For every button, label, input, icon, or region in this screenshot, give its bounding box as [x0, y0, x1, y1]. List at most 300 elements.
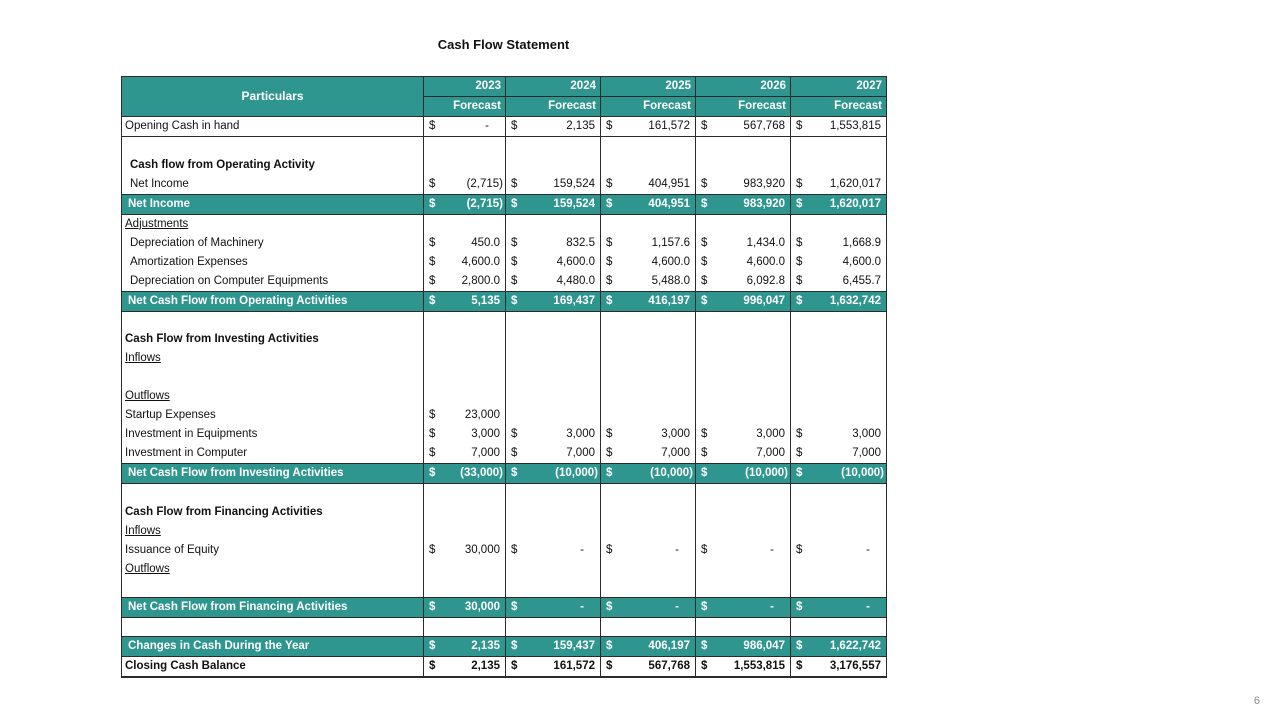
currency-symbol: $: [511, 428, 518, 440]
cell-value: 7,000: [661, 447, 690, 459]
row-label: Cash Flow from Financing Activities: [125, 505, 323, 518]
currency-symbol: $: [796, 120, 803, 132]
value-cell: [506, 541, 601, 560]
row-label-cell: [122, 598, 424, 618]
currency-symbol: $: [796, 467, 803, 479]
value-cell: [601, 330, 696, 349]
cell-value: 3,000: [661, 428, 690, 440]
year-header: 2025: [601, 77, 696, 97]
cell-value: 1,620,017: [829, 177, 881, 190]
currency-symbol: $: [606, 447, 613, 459]
row-label-cell: [122, 503, 424, 522]
value-cell: [601, 464, 696, 484]
cell-value: (10,000): [555, 467, 598, 479]
currency-symbol: $: [429, 236, 436, 249]
value-cell: [506, 387, 601, 406]
currency-symbol: $: [429, 660, 436, 672]
value-cell: [601, 406, 696, 425]
value-cell: [506, 425, 601, 444]
currency-symbol: $: [429, 177, 436, 190]
value-cell: [791, 579, 887, 598]
value-cell: [601, 272, 696, 292]
value-cell: [791, 194, 887, 214]
value-cell: [791, 368, 887, 387]
value-cell: [424, 272, 506, 292]
cell-value: -: [866, 601, 870, 613]
table-row: [122, 522, 887, 541]
value-cell: [696, 618, 791, 637]
value-cell: [791, 253, 887, 272]
cash-flow-table: [121, 76, 887, 678]
row-label-cell: [122, 579, 424, 598]
cell-value: 159,524: [553, 177, 595, 190]
forecast-header: Forecast: [424, 97, 506, 117]
row-label: Depreciation on Computer Equipments: [130, 274, 329, 287]
year-header: 2023: [424, 77, 506, 97]
table-body: [122, 117, 887, 678]
value-cell: [601, 444, 696, 464]
table-row: [122, 349, 887, 368]
table-row: [122, 330, 887, 349]
cell-value: 2,800.0: [461, 274, 500, 287]
table-row: [122, 464, 887, 484]
currency-symbol: $: [429, 255, 436, 268]
cell-value: 3,000: [852, 428, 881, 440]
value-cell: [424, 541, 506, 560]
cell-value: 7,000: [566, 447, 595, 459]
value-cell: [601, 425, 696, 444]
cell-value: 1,434.0: [746, 236, 785, 249]
row-label-cell: [122, 330, 424, 349]
value-cell: [696, 175, 791, 195]
table-row: [122, 637, 887, 657]
table-row: [122, 156, 887, 175]
currency-symbol: $: [701, 640, 708, 652]
value-cell: [601, 579, 696, 598]
value-cell: [791, 137, 887, 156]
particulars-header: Particulars: [122, 77, 424, 117]
currency-symbol: $: [796, 177, 803, 190]
value-cell: [506, 253, 601, 272]
currency-symbol: $: [429, 640, 436, 652]
row-label-cell: [122, 214, 424, 234]
table-row: [122, 579, 887, 598]
value-cell: [791, 406, 887, 425]
year-header: 2027: [791, 77, 887, 97]
currency-symbol: $: [606, 660, 613, 672]
currency-symbol: $: [511, 640, 518, 652]
table-head: [122, 77, 887, 117]
cell-value: -: [580, 543, 584, 556]
value-cell: [791, 541, 887, 560]
value-cell: [696, 444, 791, 464]
value-cell: [506, 234, 601, 253]
cell-value: 1,622,742: [829, 640, 881, 652]
value-cell: [696, 579, 791, 598]
row-label-cell: [122, 387, 424, 406]
value-cell: [696, 194, 791, 214]
value-cell: [424, 406, 506, 425]
cell-value: 4,600.0: [842, 255, 881, 268]
cell-value: 161,572: [648, 120, 690, 132]
row-label: Inflows: [125, 524, 161, 537]
currency-symbol: $: [796, 601, 803, 613]
value-cell: [424, 598, 506, 618]
value-cell: [791, 560, 887, 579]
year-header: 2024: [506, 77, 601, 97]
value-cell: [424, 503, 506, 522]
value-cell: [791, 657, 887, 678]
row-label-cell: [122, 291, 424, 311]
row-label-cell: [122, 272, 424, 292]
value-cell: [696, 387, 791, 406]
table-row: [122, 311, 887, 330]
value-cell: [601, 637, 696, 657]
currency-symbol: $: [701, 197, 708, 210]
row-label: Changes in Cash During the Year: [128, 640, 310, 652]
table-row: [122, 137, 887, 156]
value-cell: [791, 156, 887, 175]
cell-value: -: [675, 543, 679, 556]
currency-symbol: $: [511, 660, 518, 672]
row-label-cell: [122, 137, 424, 156]
cell-value: 7,000: [852, 447, 881, 459]
value-cell: [506, 175, 601, 195]
currency-symbol: $: [701, 274, 708, 287]
row-label: Inflows: [125, 352, 161, 364]
value-cell: [791, 522, 887, 541]
currency-symbol: $: [429, 467, 436, 479]
table-row: [122, 175, 887, 195]
value-cell: [424, 349, 506, 368]
cell-value: 996,047: [743, 294, 785, 307]
value-cell: [601, 541, 696, 560]
value-cell: [506, 444, 601, 464]
row-label-cell: [122, 117, 424, 137]
value-cell: [696, 464, 791, 484]
value-cell: [696, 272, 791, 292]
value-cell: [506, 117, 601, 137]
row-label-cell: [122, 156, 424, 175]
row-label-cell: [122, 194, 424, 214]
value-cell: [601, 291, 696, 311]
cell-value: (10,000): [841, 467, 884, 479]
currency-symbol: $: [429, 447, 436, 459]
table-row: [122, 368, 887, 387]
currency-symbol: $: [701, 120, 708, 132]
value-cell: [696, 349, 791, 368]
value-cell: [601, 368, 696, 387]
cell-value: 450.0: [471, 236, 500, 249]
currency-symbol: $: [511, 543, 518, 556]
currency-symbol: $: [796, 660, 803, 672]
table-row: [122, 560, 887, 579]
value-cell: [601, 311, 696, 330]
table-row: [122, 598, 887, 618]
cell-value: -: [580, 601, 584, 613]
currency-symbol: $: [796, 640, 803, 652]
value-cell: [696, 598, 791, 618]
value-cell: [696, 406, 791, 425]
cell-value: 7,000: [756, 447, 785, 459]
row-label-cell: [122, 541, 424, 560]
value-cell: [424, 618, 506, 637]
row-label-cell: [122, 253, 424, 272]
cell-value: 30,000: [464, 601, 500, 613]
currency-symbol: $: [511, 467, 518, 479]
row-label-cell: [122, 444, 424, 464]
row-label: Closing Cash Balance: [125, 660, 246, 672]
cell-value: 6,092.8: [746, 274, 785, 287]
currency-symbol: $: [796, 236, 803, 249]
row-label-cell: [122, 349, 424, 368]
currency-symbol: $: [606, 197, 613, 210]
value-cell: [696, 137, 791, 156]
row-label-cell: [122, 637, 424, 657]
value-cell: [601, 117, 696, 137]
currency-symbol: $: [701, 601, 708, 613]
value-cell: [696, 117, 791, 137]
value-cell: [601, 657, 696, 678]
value-cell: [424, 637, 506, 657]
value-cell: [601, 618, 696, 637]
currency-symbol: $: [606, 640, 613, 652]
cell-value: (2,715): [466, 177, 503, 190]
value-cell: [506, 503, 601, 522]
value-cell: [506, 464, 601, 484]
row-label-cell: [122, 368, 424, 387]
table-row: [122, 425, 887, 444]
cell-value: 406,197: [648, 640, 690, 652]
cell-value: 986,047: [743, 640, 785, 652]
table-row: [122, 117, 887, 137]
forecast-header: Forecast: [506, 97, 601, 117]
currency-symbol: $: [701, 543, 708, 556]
currency-symbol: $: [796, 543, 803, 556]
row-label: Opening Cash in hand: [125, 120, 240, 132]
value-cell: [791, 175, 887, 195]
value-cell: [601, 214, 696, 234]
value-cell: [601, 598, 696, 618]
value-cell: [791, 214, 887, 234]
value-cell: [601, 503, 696, 522]
cell-value: (10,000): [650, 467, 693, 479]
table-row: [122, 484, 887, 503]
page-number: 6: [1253, 695, 1260, 707]
value-cell: [506, 598, 601, 618]
currency-symbol: $: [511, 197, 518, 210]
table-row: [122, 253, 887, 272]
currency-symbol: $: [429, 274, 436, 287]
row-label: Amortization Expenses: [130, 255, 248, 268]
cell-value: 1,632,742: [829, 294, 881, 307]
cell-value: 416,197: [648, 294, 690, 307]
currency-symbol: $: [701, 177, 708, 190]
cell-value: 3,176,557: [829, 660, 881, 672]
cell-value: 1,668.9: [842, 236, 881, 249]
currency-symbol: $: [796, 255, 803, 268]
cell-value: 161,572: [553, 660, 595, 672]
table-row: [122, 503, 887, 522]
currency-symbol: $: [701, 294, 708, 307]
value-cell: [424, 117, 506, 137]
row-label-cell: [122, 657, 424, 678]
table-row: [122, 657, 887, 678]
cell-value: 30,000: [464, 543, 500, 556]
value-cell: [696, 311, 791, 330]
currency-symbol: $: [606, 428, 613, 440]
forecast-header: Forecast: [791, 97, 887, 117]
row-label: Outflows: [125, 562, 170, 575]
value-cell: [791, 349, 887, 368]
currency-symbol: $: [796, 294, 803, 307]
cell-value: -: [770, 601, 774, 613]
currency-symbol: $: [796, 447, 803, 459]
cell-value: 4,600.0: [556, 255, 595, 268]
cell-value: 567,768: [743, 120, 785, 132]
table-row: [122, 618, 887, 637]
value-cell: [424, 484, 506, 503]
value-cell: [506, 484, 601, 503]
value-cell: [696, 253, 791, 272]
value-cell: [506, 137, 601, 156]
table-row: [122, 444, 887, 464]
currency-symbol: $: [511, 601, 518, 613]
value-cell: [696, 156, 791, 175]
currency-symbol: $: [606, 255, 613, 268]
table-row: [122, 194, 887, 214]
value-cell: [601, 253, 696, 272]
cell-value: 1,553,815: [733, 660, 785, 672]
currency-symbol: $: [429, 601, 436, 613]
currency-symbol: $: [606, 543, 613, 556]
value-cell: [696, 503, 791, 522]
row-label-cell: [122, 234, 424, 253]
cell-value: 3,000: [756, 428, 785, 440]
row-label-cell: [122, 464, 424, 484]
value-cell: [506, 291, 601, 311]
value-cell: [506, 618, 601, 637]
value-cell: [424, 291, 506, 311]
cell-value: 4,480.0: [556, 274, 595, 287]
value-cell: [601, 522, 696, 541]
value-cell: [506, 579, 601, 598]
cell-value: -: [675, 601, 679, 613]
currency-symbol: $: [701, 447, 708, 459]
value-cell: [424, 657, 506, 678]
row-label: Investment in Equipments: [125, 428, 258, 440]
cell-value: 2,135: [471, 660, 500, 672]
value-cell: [696, 522, 791, 541]
value-cell: [424, 311, 506, 330]
table-row: [122, 406, 887, 425]
value-cell: [601, 387, 696, 406]
value-cell: [791, 311, 887, 330]
cell-value: 3,000: [566, 428, 595, 440]
cell-value: 23,000: [464, 409, 500, 421]
table-row: [122, 387, 887, 406]
value-cell: [791, 425, 887, 444]
currency-symbol: $: [606, 236, 613, 249]
value-cell: [601, 560, 696, 579]
value-cell: [601, 137, 696, 156]
cell-value: 404,951: [648, 177, 690, 190]
row-label: Outflows: [125, 390, 170, 402]
value-cell: [696, 330, 791, 349]
currency-symbol: $: [511, 177, 518, 190]
cell-value: 5,488.0: [651, 274, 690, 287]
value-cell: [791, 637, 887, 657]
currency-symbol: $: [429, 197, 436, 210]
row-label: Adjustments: [125, 217, 189, 230]
value-cell: [506, 156, 601, 175]
currency-symbol: $: [701, 467, 708, 479]
cell-value: -: [866, 543, 870, 556]
value-cell: [424, 253, 506, 272]
currency-symbol: $: [606, 294, 613, 307]
value-cell: [424, 579, 506, 598]
value-cell: [506, 311, 601, 330]
currency-symbol: $: [796, 274, 803, 287]
value-cell: [696, 425, 791, 444]
value-cell: [424, 522, 506, 541]
value-cell: [791, 484, 887, 503]
cell-value: 2,135: [566, 120, 595, 132]
value-cell: [601, 349, 696, 368]
row-label: Net Income: [128, 197, 190, 210]
cell-value: -: [770, 543, 774, 556]
cell-value: (33,000): [460, 467, 503, 479]
row-label-cell: [122, 425, 424, 444]
value-cell: [696, 637, 791, 657]
table-row: [122, 541, 887, 560]
cell-value: 6,455.7: [842, 274, 881, 287]
cell-value: 159,437: [553, 640, 595, 652]
value-cell: [791, 444, 887, 464]
value-cell: [601, 194, 696, 214]
cell-value: (2,715): [466, 197, 503, 210]
value-cell: [424, 214, 506, 234]
row-label: Net Cash Flow from Investing Activities: [128, 467, 344, 479]
cell-value: 1,553,815: [829, 120, 881, 132]
row-label-cell: [122, 175, 424, 195]
value-cell: [696, 214, 791, 234]
value-cell: [424, 464, 506, 484]
currency-symbol: $: [429, 409, 436, 421]
cell-value: 4,600.0: [461, 255, 500, 268]
value-cell: [506, 349, 601, 368]
cell-value: 4,600.0: [651, 255, 690, 268]
value-cell: [424, 560, 506, 579]
value-cell: [791, 387, 887, 406]
cell-value: 983,920: [743, 177, 785, 190]
cell-value: 7,000: [471, 447, 500, 459]
cell-value: 832.5: [566, 236, 595, 249]
value-cell: [696, 234, 791, 253]
value-cell: [424, 330, 506, 349]
cell-value: (10,000): [745, 467, 788, 479]
currency-symbol: $: [511, 294, 518, 307]
value-cell: [601, 156, 696, 175]
value-cell: [424, 387, 506, 406]
value-cell: [696, 484, 791, 503]
value-cell: [424, 425, 506, 444]
row-label: Issuance of Equity: [125, 543, 219, 556]
row-label-cell: [122, 522, 424, 541]
value-cell: [506, 368, 601, 387]
forecast-header: Forecast: [696, 97, 791, 117]
currency-symbol: $: [511, 447, 518, 459]
